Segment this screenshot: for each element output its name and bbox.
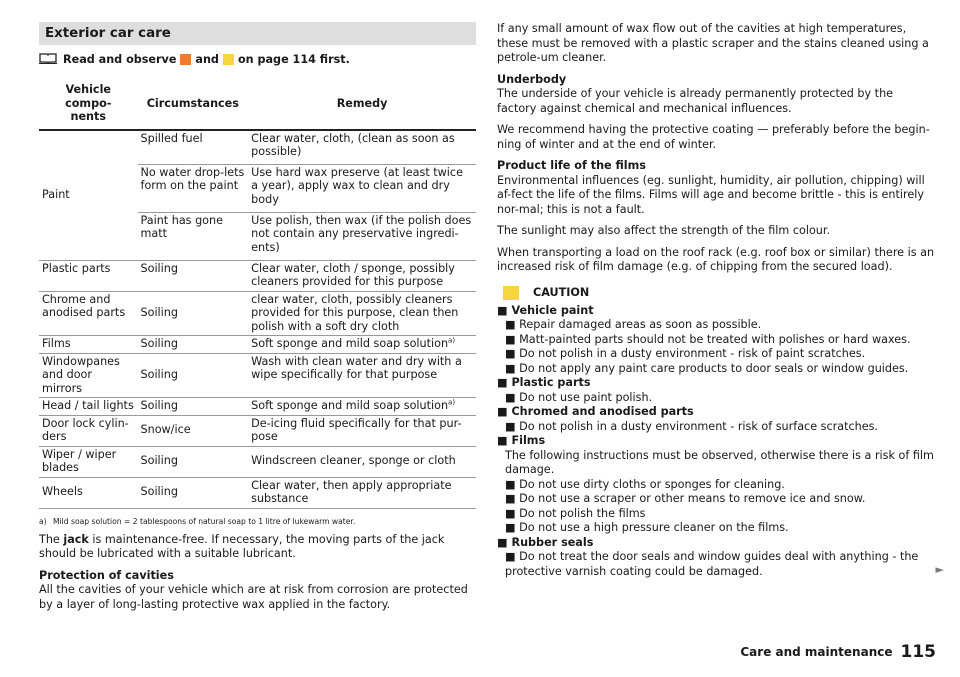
caution-item-text: Chromed and anodised parts	[511, 405, 694, 418]
cavities-title	[39, 569, 476, 584]
component-paint: Paint	[39, 130, 138, 261]
caution-item-text: The following instructions must be observed, otherwise there is a risk of film damage.	[505, 448, 934, 476]
caution-item-text: Plastic parts	[511, 376, 591, 389]
header-remedy: Remedy	[248, 80, 476, 130]
caution-item: ■ Repair damaged areas as soon as possible.	[505, 318, 762, 331]
left-column	[39, 22, 476, 612]
remedy-cell: clear water, cloth, possibly cleaners provided for this purpose, clean then polish with a soft dry cloth	[248, 291, 476, 336]
footnote-mark: a)	[39, 516, 47, 526]
circumstance-cell: Soiling	[138, 291, 249, 336]
caution-item: ■ Do not use a high pressure cleaner on the films.	[505, 521, 789, 534]
observe-post: on page 114 first.	[237, 52, 350, 66]
circumstance-cell: Soiling	[138, 260, 249, 291]
component-cell: Plastic parts	[39, 260, 138, 291]
book-icon	[39, 52, 59, 67]
caution-item: ■ Do not treat the door seals and window guides deal with anything - the protective varnish coating could be damaged.	[505, 550, 919, 578]
cavities-title-text: Protection of cavities	[39, 568, 174, 582]
warning-icon[interactable]	[180, 54, 191, 65]
component-cell: Wiper / wiper blades	[39, 446, 138, 477]
continue-arrow-icon: ►	[935, 563, 944, 576]
jack-post: is maintenance-free. If necessary, the moving parts of the jack should be lubricated with a suitable lubricant.	[39, 532, 445, 560]
caution-item: ■ Do not use paint polish.	[505, 390, 653, 404]
remedy-cell: Wash with clean water and dry with a wipe specifically for that purpose	[248, 353, 476, 398]
table-header-row	[39, 80, 476, 130]
component-cell: Wheels	[39, 477, 138, 508]
coating-paragraph: We recommend having the protective coating — preferably before the begin-ning of winter and at the end of winter.	[497, 123, 930, 151]
films-text: Environmental influences (eg. sunlight, humidity, air pollution, chipping) will af-fect the life of the films. Films will age and become brittle - this is entirely nor-mal; this is not a fault.	[497, 173, 925, 216]
caution-item-text: Do not apply any paint care products to door seals or window guides.	[519, 361, 909, 375]
table-row	[39, 446, 476, 477]
remedy-cell: Clear water, then apply appropriate substance	[248, 477, 476, 508]
circumstance-cell: Soiling	[138, 398, 249, 416]
component-cell: Films	[39, 336, 138, 354]
cavities-text: All the cavities of your vehicle which are at risk from corrosion are protected by a layer of long-lasting protective wax applied in the factory.	[39, 583, 468, 611]
footnote-text: Mild soap solution = 2 tablespoons of natural soap to 1 litre of lukewarm water.	[53, 516, 356, 526]
caution-item-text: Vehicle paint	[511, 303, 594, 317]
footnote-ref: a)	[448, 398, 456, 407]
caution-icon[interactable]	[223, 54, 234, 65]
circumstance-cell: Soiling	[138, 477, 249, 508]
caution-item: ■ Do not use dirty cloths or sponges for cleaning.	[505, 477, 785, 491]
jack-pre: The	[39, 532, 64, 546]
caution-item	[497, 449, 935, 478]
observe-mid: and	[195, 52, 219, 66]
component-cell: Windowpanes and door mirrors	[39, 353, 138, 398]
remedy-text: Soft sponge and mild soap solution	[251, 399, 449, 412]
remedy-cell: Use hard wax preserve (at least twice a year), apply wax to clean and dry body	[248, 164, 476, 212]
footer-chapter: Care and maintenance	[740, 645, 893, 659]
caution-item-text: Matt-painted parts should not be treated with polishes or hard waxes.	[519, 332, 911, 346]
roof-rack-paragraph: When transporting a load on the roof rack (e.g. roof box or similar) there is an increased risk of film damage (e.g. of chipping from the secured load).	[497, 245, 935, 273]
remedy-text: Soft sponge and mild soap solution	[251, 337, 449, 350]
caution-group: ■ Vehicle paint	[497, 303, 594, 317]
right-column	[497, 22, 935, 579]
footnote	[39, 517, 476, 526]
films-title	[497, 159, 935, 174]
circumstance-cell: No water drop-lets form on the paint	[138, 164, 249, 212]
underbody-text: The underside of your vehicle is already permanently protected by the factory against chemical and mechanical influences.	[497, 87, 894, 115]
underbody-title	[497, 73, 935, 88]
remedy-cell: Windscreen cleaner, sponge or cloth	[248, 446, 476, 477]
component-cell: Door lock cylin-ders	[39, 415, 138, 446]
page-number: 115	[900, 642, 936, 662]
caution-item-text: Do not use a scraper or other means to remove ice and snow.	[519, 492, 866, 505]
circumstance-cell: Spilled fuel	[138, 130, 249, 165]
circumstance-cell: Paint has gone matt	[138, 212, 249, 260]
wax-paragraph: If any small amount of wax flow out of the cavities at high temperatures, these must be removed with a plastic scraper and the stains cleaned using a petrole-um cleaner.	[497, 22, 929, 64]
sunlight-paragraph: The sunlight may also affect the strength of the film colour.	[497, 224, 831, 237]
caution-list	[497, 304, 935, 580]
films-title-text: Product life of the films	[497, 159, 646, 172]
caution-item-text: Rubber seals	[511, 535, 594, 549]
caution-item: ■ Do not polish the films	[505, 506, 646, 520]
caution-item: ■ Matt-painted parts should not be treated with polishes or hard waxes.	[505, 332, 911, 346]
observe-pre: Read and observe	[63, 52, 177, 66]
table-row	[39, 260, 476, 291]
header-components	[39, 80, 138, 130]
caution-item-text: Do not use a high pressure cleaner on the films.	[519, 521, 789, 534]
caution-group: ■ Plastic parts	[497, 376, 591, 389]
component-cell: Chrome and anodised parts	[39, 291, 138, 336]
header-circumstances: Circumstances	[138, 80, 249, 130]
footnote-ref: a)	[448, 336, 456, 345]
jack-bold: jack	[63, 532, 89, 546]
caution-item-text: Repair damaged areas as soon as possible.	[519, 318, 762, 331]
caution-item-text: Do not treat the door seals and window guides deal with anything - the protective varnish coating could be damaged.	[505, 550, 919, 578]
table-row	[39, 336, 476, 354]
caution-group: ■ Rubber seals	[497, 535, 594, 549]
section-title: Exterior car care	[39, 22, 476, 45]
table-row	[39, 415, 476, 446]
table-row	[39, 398, 476, 416]
table-row	[39, 477, 476, 508]
caution-label: CAUTION	[533, 286, 590, 299]
caution-item-text: Do not use dirty cloths or sponges for cleaning.	[519, 477, 785, 491]
caution-header	[497, 285, 935, 301]
care-table	[39, 80, 476, 509]
remedy-cell: Use polish, then wax (if the polish does not contain any preservative ingredi-ents)	[248, 212, 476, 260]
table-row	[39, 130, 476, 165]
observe-note	[39, 51, 476, 67]
header-components-text: Vehicle compo- nents	[65, 83, 112, 123]
remedy-cell: De-icing fluid specifically for that pur-pose	[248, 415, 476, 446]
caution-item: ■ Do not apply any paint care products to door seals or window guides.	[505, 361, 909, 375]
remedy-cell	[248, 398, 476, 416]
caution-item-text: Do not polish the films	[519, 506, 646, 520]
remedy-cell: Clear water, cloth / sponge, possibly cleaners provided for this purpose	[248, 260, 476, 291]
caution-icon	[503, 286, 519, 300]
caution-item-text: Films	[511, 434, 546, 447]
circumstance-cell: Snow/ice	[138, 415, 249, 446]
underbody-title-text: Underbody	[497, 72, 567, 86]
caution-group: ■ Chromed and anodised parts	[497, 405, 694, 418]
remedy-cell: Clear water, cloth, (clean as soon as possible)	[248, 130, 476, 165]
page-footer	[740, 642, 936, 662]
caution-item: ■ Do not polish in a dusty environment - risk of surface scratches.	[505, 419, 878, 433]
remedy-cell	[248, 336, 476, 354]
jack-paragraph	[39, 533, 476, 562]
caution-item-text: Do not use paint polish.	[519, 390, 653, 404]
component-cell: Head / tail lights	[39, 398, 138, 416]
caution-item: ■ Do not polish in a dusty environment - risk of paint scratches.	[505, 347, 866, 360]
circumstance-cell: Soiling	[138, 336, 249, 354]
caution-group: ■ Films	[497, 434, 546, 447]
caution-item: ■ Do not use a scraper or other means to remove ice and snow.	[505, 492, 866, 505]
table-row	[39, 291, 476, 336]
circumstance-cell: Soiling	[138, 446, 249, 477]
caution-item-text: Do not polish in a dusty environment - risk of surface scratches.	[519, 419, 878, 433]
circumstance-cell: Soiling	[138, 353, 249, 398]
caution-item-text: Do not polish in a dusty environment - risk of paint scratches.	[519, 347, 866, 360]
table-row	[39, 353, 476, 398]
